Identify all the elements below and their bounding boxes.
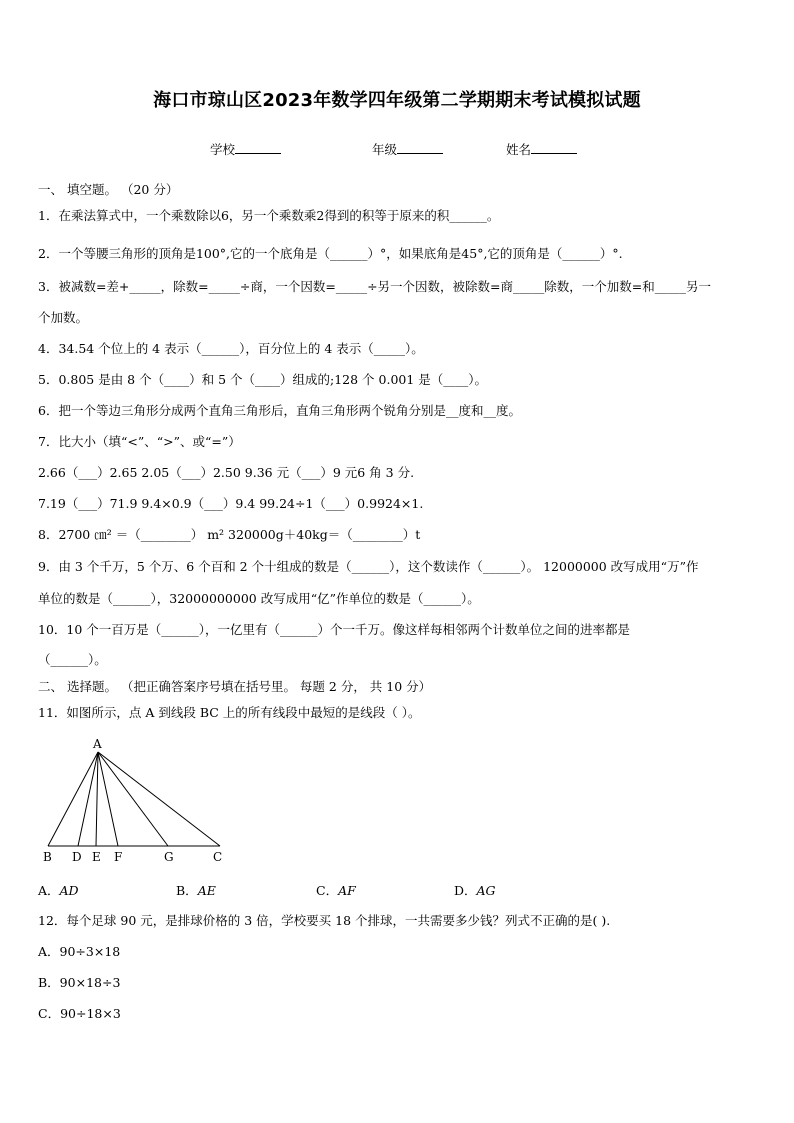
section-multiple-choice: 二、 选择题。 （把正确答案序号填在括号里。 每题 2 分， 共 10 分）	[38, 679, 432, 694]
section-fill-in: 一、 填空题。 （20 分）	[38, 182, 179, 197]
question-11: 11．如图所示，点 A 到线段 BC 上的所有线段中最短的是线段（ ）。	[38, 705, 421, 720]
q11-option-b[interactable]	[176, 881, 216, 899]
segment-ab	[48, 752, 98, 846]
school-blank[interactable]	[235, 141, 281, 154]
q11-option-d-label: D．	[454, 883, 477, 898]
q11-option-a-label: A．	[38, 883, 60, 898]
grade-field	[372, 140, 443, 158]
q11-option-c-text: AF	[338, 883, 356, 898]
question-2: 2．一个等腰三角形的顶角是100°,它的一个底角是（______）°，如果底角是45°,它的顶角是（______）°.	[38, 246, 623, 261]
question-12: 12．每个足球 90 元，是排球价格的 3 倍，学校要买 18 个排球，一共需要多少钱？列式不正确的是( ).	[38, 913, 611, 928]
question-8: 8．2700 ㎝² ＝（________） m² 320000g＋40kg＝（________）t	[38, 527, 421, 542]
question-7: 7．比大小（填“<”、“>”、或“=”）	[38, 434, 241, 449]
name-label: 姓名	[506, 142, 532, 157]
grade-blank[interactable]	[397, 141, 443, 154]
question-1: 1．在乘法算式中，一个乘数除以6，另一个乘数乘2得到的积等于原来的积______。	[38, 208, 500, 223]
q11-option-b-text: AE	[197, 883, 216, 898]
triangle-figure	[38, 736, 238, 866]
school-field	[210, 140, 281, 158]
question-7-row-2: 7.19（___）71.9 9.4×0.9（___）9.4 99.24÷1（___）0.9924×1.	[38, 496, 424, 511]
q11-option-a[interactable]	[38, 881, 79, 899]
q12-option-c[interactable]: C．90÷18×3	[38, 1006, 121, 1021]
q11-option-b-label: B．	[176, 883, 198, 898]
question-4: 4．34.54 个位上的 4 表示（______），百分位上的 4 表示（_____）。	[38, 341, 424, 356]
label-a: A	[93, 737, 102, 751]
q11-option-a-text: AD	[59, 883, 79, 898]
label-e: E	[92, 850, 101, 864]
label-f: F	[114, 850, 123, 864]
question-9-line-1: 9．由 3 个千万，5 个万、6 个百和 2 个十组成的数是（______），这个数读作（______）。 12000000 改写成用“万”作	[38, 559, 699, 574]
student-info-row	[0, 140, 794, 160]
label-c: C	[213, 850, 223, 864]
label-g: G	[164, 850, 174, 864]
q11-option-d-text: AG	[476, 883, 496, 898]
school-label: 学校	[210, 142, 236, 157]
segment-ad	[78, 752, 98, 846]
segment-ae	[96, 752, 98, 846]
q12-option-a[interactable]: A．90÷3×18	[38, 944, 121, 959]
q11-option-c[interactable]	[316, 881, 356, 899]
question-5: 5．0.805 是由 8 个（____）和 5 个（____）组成的;128 个 0.001 是（____）。	[38, 372, 488, 387]
question-3-line-1: 3．被减数=差+_____，除数=_____÷商，一个因数=_____÷另一个因数，被除数=商_____除数，一个加数=和_____另一	[38, 279, 711, 294]
label-b: B	[43, 850, 52, 864]
question-3-line-2: 个加数。	[38, 310, 89, 325]
name-field	[506, 140, 577, 158]
question-10-line-1: 10．10 个一百万是（______），一亿里有（______）个一千万。像这样每相邻两个计数单位之间的进率都是	[38, 622, 631, 637]
label-d: D	[72, 850, 82, 864]
question-10-line-2: （______）。	[38, 652, 107, 667]
question-9-line-2: 单位的数是（______），32000000000 改写成用“亿”作单位的数是（______）。	[38, 591, 480, 606]
question-7-row-1: 2.66（___）2.65 2.05（___）2.50 9.36 元（___）9 元6 角 3 分.	[38, 465, 415, 480]
q11-option-d[interactable]	[454, 881, 496, 899]
name-blank[interactable]	[531, 141, 577, 154]
grade-label: 年级	[372, 142, 398, 157]
page-title: 海口市琼山区2023年数学四年级第二学期期末考试模拟试题	[153, 90, 641, 111]
segment-ac	[98, 752, 220, 846]
q12-option-b[interactable]: B．90×18÷3	[38, 975, 121, 990]
question-6: 6．把一个等边三角形分成两个直角三角形后，直角三角形两个锐角分别是__度和__度。	[38, 403, 521, 418]
q11-option-c-label: C．	[316, 883, 339, 898]
